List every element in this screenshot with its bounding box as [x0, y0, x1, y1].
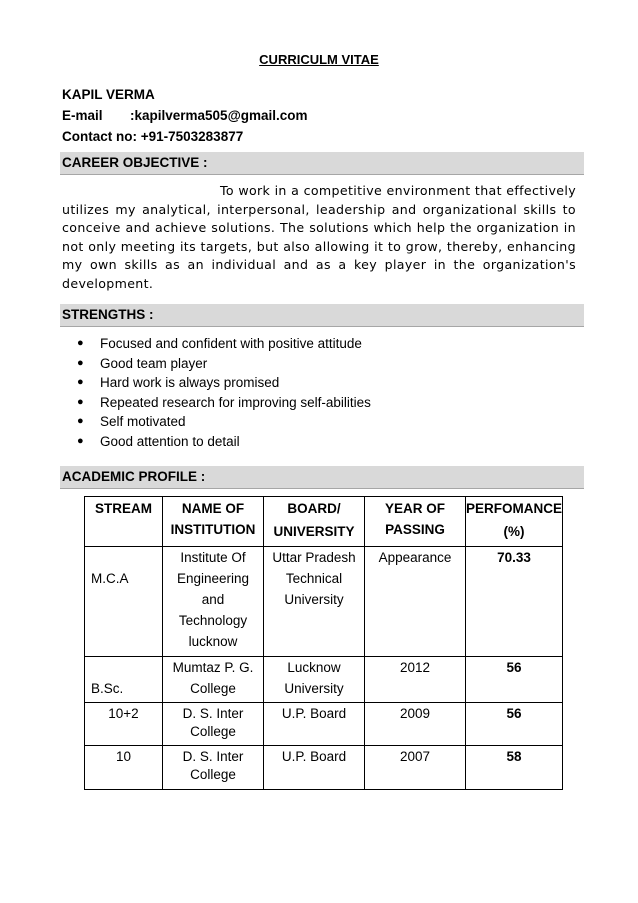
- cell-stream: 10: [85, 746, 163, 790]
- cell-board: Lucknow University: [264, 657, 365, 703]
- list-item: ● Repeated research for improving self-abilities: [100, 393, 371, 413]
- bullet-icon: ●: [77, 395, 84, 408]
- cell-performance: 70.33: [466, 547, 563, 657]
- cell-performance: 56: [466, 657, 563, 703]
- candidate-name: KAPIL VERMA: [62, 87, 155, 102]
- objective-paragraph: [62, 182, 576, 294]
- table-row: [85, 746, 563, 790]
- list-item: ● Self motivated: [100, 412, 371, 432]
- table-row: [85, 703, 563, 746]
- header-institution: NAME OF INSTITUTION: [163, 497, 264, 547]
- section-heading: ACADEMIC PROFILE :: [62, 469, 206, 484]
- contact-line: Contact no: +91-7503283877: [62, 129, 244, 144]
- cell-stream: 10+2: [85, 703, 163, 746]
- objective-text: To work in a competitive environment that effectively utilizes my analytical, interpersonal, leadership and organizational skills to conceive and achieve solutions. The solutions which help the organization in not only meeting its targets, but also allowing it to grow, thereby, enhancing my own skills as an individual and as a key player in the organization's development.: [62, 183, 576, 291]
- bullet-icon: ●: [77, 356, 84, 369]
- list-item: ● Good team player: [100, 354, 371, 374]
- table-row: [85, 657, 563, 703]
- cell-board: U.P. Board: [264, 746, 365, 790]
- cell-year: 2009: [365, 703, 466, 746]
- header-year: YEAR OF PASSING: [365, 497, 466, 547]
- strengths-list: [77, 334, 371, 452]
- academic-table: [84, 496, 563, 790]
- cell-stream: M.C.A: [85, 547, 163, 657]
- bullet-icon: ●: [77, 415, 84, 428]
- cell-board: U.P. Board: [264, 703, 365, 746]
- header-performance: PERFOMANCE (%): [466, 497, 563, 547]
- cell-performance: 58: [466, 746, 563, 790]
- cell-institution: D. S. Inter College: [163, 703, 264, 746]
- cell-institution: Mumtaz P. G. College: [163, 657, 264, 703]
- bullet-icon: ●: [77, 376, 84, 389]
- section-strengths: [60, 304, 584, 327]
- table-row: [85, 547, 563, 657]
- cell-institution: Institute Of Engineering and Technology lucknow: [163, 547, 264, 657]
- email-value: :kapilverma505@gmail.com: [130, 108, 308, 123]
- header-stream: STREAM: [85, 497, 163, 547]
- table-header-row: [85, 497, 563, 547]
- section-heading: CAREER OBJECTIVE :: [62, 155, 208, 170]
- email-line: [62, 108, 308, 123]
- bullet-icon: ●: [77, 337, 84, 349]
- cell-institution: D. S. Inter College: [163, 746, 264, 790]
- section-academic-profile: [60, 466, 584, 489]
- cell-stream: B.Sc.: [85, 657, 163, 703]
- cell-board: Uttar Pradesh Technical University: [264, 547, 365, 657]
- cell-year: 2007: [365, 746, 466, 790]
- cell-performance: 56: [466, 703, 563, 746]
- section-career-objective: [60, 152, 584, 175]
- list-item: ● Focused and confident with positive attitude: [100, 334, 371, 354]
- header-board: BOARD/ UNIVERSITY: [264, 497, 365, 547]
- list-item: ● Good attention to detail: [100, 432, 371, 452]
- email-label: E-mail: [62, 108, 103, 123]
- cell-year: 2012: [365, 657, 466, 703]
- document-title: CURRICULM VITAE: [259, 52, 379, 67]
- bullet-icon: ●: [77, 434, 84, 447]
- list-item: ● Hard work is always promised: [100, 373, 371, 393]
- cell-year: Appearance: [365, 547, 466, 657]
- section-heading: STRENGTHS :: [62, 307, 154, 322]
